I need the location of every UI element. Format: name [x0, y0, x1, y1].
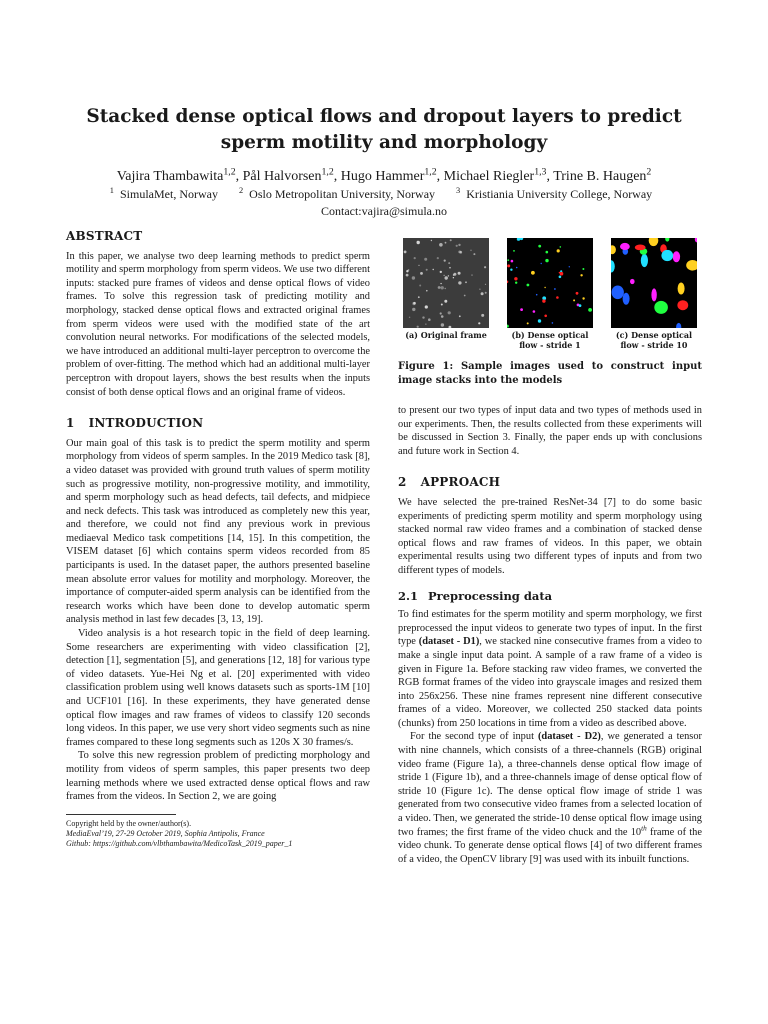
sperm-cell-dot [479, 289, 480, 290]
paper-title: Stacked dense optical flows and dropout layers to predict sperm motility and morphology [86, 106, 682, 153]
sperm-cell-dot [412, 276, 415, 279]
sperm-cell-dot [459, 315, 461, 317]
figure-1 [398, 238, 702, 350]
footnote-venue: MediaEval’19, 27-29 October 2019, Sophia Antipolis, France [66, 828, 265, 838]
sperm-cell-dot [458, 251, 461, 254]
sperm-cell-dot [417, 326, 419, 328]
sperm-cell-dot [426, 290, 428, 292]
affiliation-list [40, 186, 728, 202]
figure-1a [398, 238, 494, 350]
sperm-cell-dot [425, 305, 428, 308]
intro-paragraph-2: Video analysis is a hot research topic in the field of deep learning. Some researchers are experimenting with video classification [2], detection [1], segmentation [5], and generations [12, 18] for various type of video datasets. Yue-Hei Ng et al. [20] experimented with video classification problem using well knows datasets such as sports-1M [10] and UCF101 [16]. In these experiments, they have generated dense optical flow images and raw frames of videos to classify 120 seconds long videos. In this paper, we use very short video segments such as nine frames compared to these long segments such as 120s X 30 frames/s. [66, 628, 370, 748]
flow-dot [514, 277, 517, 280]
preprocessing-heading: 2.1 Preprocessing data [398, 588, 553, 603]
sperm-cell-dot [458, 281, 461, 284]
sperm-cell-dot [448, 311, 451, 314]
flow-blob [661, 250, 673, 261]
flow-dot [536, 294, 538, 296]
sperm-cell-dot [419, 285, 421, 287]
flow-dot [546, 251, 549, 254]
sperm-cell-dot [473, 253, 475, 255]
flow-dot [544, 315, 547, 318]
introduction-heading: 1 INTRODUCTION [66, 416, 204, 431]
flow-blob [651, 288, 656, 301]
abstract-text: In this paper, we analyse two deep learning methods to predict sperm motility and sperm morphology from sperm videos. We use two different inputs: stacked pure frames of videos and dense optical flows of video frames. To solve this regression task of predicting motility and morphology, stacked dense optical flows and extracted original frames from sperm videos were used with the modified state of the art convolution neural networks. For modifications of the selected models, we have introduced an additional multi-layer perceptron to overcome the problem of over-fitting. The method which had an additional multi-layer perceptron with dropout layers, shows the best results when the inputs consist of both dense optical flows and an original frame of videos. [66, 250, 370, 398]
figure-1b [502, 238, 598, 350]
flow-blob [612, 286, 624, 300]
sperm-cell-dot [406, 270, 408, 272]
flow-dot [552, 322, 554, 324]
sperm-cell-dot [456, 245, 458, 247]
preprocessing-paragraph-1: To find estimates for the sperm motility and sperm morphology, we first preprocessed the input videos to generate two types of input. In the first type (dataset - D1), we stacked nine consecutive frames from a video to make a single input data point. A sample of a raw frame of a video is given in Figure 1a. Before stacking raw video frames, we converted the RGB format frames of the video into grayscale images and resized them into 256x256. These nine frames represent nine different consecutive frames of a video. Moreover, we collected 250 stacked data points (chunks) from 250 locations in time from a video as described above. [398, 609, 702, 729]
sperm-cell-dot [453, 273, 456, 276]
flow-dot [516, 267, 518, 269]
sperm-cell-dot [417, 241, 418, 242]
sperm-cell-dot [439, 243, 443, 247]
intro-continuation: to present our two types of input data and two types of methods used in our experiments. Then, the results collected from these experiments will be discussed in Section 3. Finally, the paper ends up with conclusions and future work in Section 4. [398, 405, 702, 457]
flow-dot [556, 296, 559, 299]
sperm-cell-dot [449, 267, 451, 269]
flow-dot [507, 264, 510, 267]
preprocessing-paragraph-2: For the second type of input (dataset - D2), we generated a tensor with nine channels, which consists of a three-channels (RGB) original video frame (Figure 1a), a three-channels dense optical flow image of stride 1 (Figure 1b), and a three-channels image of dense optical flow of stride 10 (Figure 1c). The dense optical flow image of stride 1 was generated from two consecutive video frames from a selected location of a video. Then, we generated the stride-10 dense optical flow image using two frames; the first frame of the video chuck and the 10th frame of the video chunk. To generate dense optical flows [4] of two different frames of a video, the OpenCV library [9] was used with its inbuilt functions. [398, 731, 702, 865]
sperm-cell-dot [425, 324, 426, 325]
original-frame-image [403, 238, 489, 328]
intro-paragraph-1: Our main goal of this task is to predict the sperm motility and sperm morphology from videos of sperm samples. In the 2019 Medico task [8], a video dataset was provided with ground truth values of sperm motility such as progressive motility, non-progressive motility, and immotility, and sperm morphology such as head defects, tail defects, and midpiece and neck defects. This task was introduced as completely new this year, and therefore, we could not find any previous work in previous mediaeval Medico task competitions [14, 15]. In this competition, the VISEM dataset [6] which contains sperm videos recorded from 85 participants is used. In the dataset paper, the authors presented baseline mean absolute error values for motility and morphology. Moreover, the importance of computer-aided sperm analysis can be identified from the research works which have been done to develop automatic sperm analysis method in last few decades [3, 13, 19]. [66, 437, 370, 626]
flow-dot [588, 308, 592, 312]
sperm-cell-dot [424, 258, 427, 261]
sperm-cell-dot [444, 260, 446, 262]
sperm-cell-dot [420, 272, 423, 275]
abstract-heading: ABSTRACT [66, 229, 143, 243]
sperm-cell-dot [485, 292, 487, 294]
flow-blob [673, 251, 680, 262]
footnote-copyright: Copyright held by the owner/author(s). [66, 818, 192, 828]
flow-blob [641, 254, 648, 267]
flow-blob [623, 293, 630, 305]
sperm-cell-dot [441, 315, 444, 318]
author: Vajira Thambawita$^{1,2}$, [116, 166, 243, 184]
figure-1b-caption: (b) Dense optical flow - stride 1 [511, 330, 589, 350]
flow-dot [507, 259, 509, 261]
approach-heading: 2 APPROACH [398, 475, 501, 490]
flow-dot [579, 304, 582, 307]
author: Pål Halvorsen$^{1,2}$, [242, 166, 341, 184]
affiliation: $^3$ Kristiania University College, Norway [456, 186, 653, 201]
flow-dot [569, 266, 570, 267]
sperm-cell-dot [484, 266, 486, 268]
sperm-cell-dot [438, 286, 441, 289]
sperm-cell-dot [418, 265, 419, 266]
dense-flow-stride-1-image [507, 238, 593, 328]
sperm-cell-dot [409, 317, 410, 318]
left-column [66, 226, 370, 849]
flow-dot [520, 308, 523, 311]
sperm-cell-dot [441, 323, 444, 326]
flow-dot [538, 245, 541, 248]
figure-1c [606, 238, 702, 350]
sperm-cell-dot [444, 300, 447, 303]
sperm-cell-dot [464, 295, 466, 297]
flow-dot [511, 260, 514, 263]
sperm-cell-dot [478, 322, 480, 324]
flow-dot [582, 297, 584, 299]
author-list [40, 168, 728, 186]
sperm-cell-dot [481, 292, 484, 295]
sperm-cell-dot [471, 274, 472, 275]
sperm-cell-dot [448, 262, 450, 264]
flow-blob [620, 243, 630, 250]
sperm-cell-dot [441, 286, 444, 289]
sperm-cell-dot [437, 257, 439, 259]
flow-dot [527, 284, 530, 287]
footnote-github: Github: https://github.com/vlbthambawita/MedicoTask_2019_paper_1 [66, 838, 293, 848]
flow-dot [515, 282, 517, 284]
flow-dot [533, 310, 536, 313]
flow-dot [531, 271, 535, 275]
flow-dot [557, 249, 560, 252]
sperm-cell-dot [450, 239, 452, 241]
flow-dot [513, 250, 515, 252]
flow-dot [560, 246, 562, 248]
flow-dot [573, 299, 575, 301]
affiliation: $^2$ Oslo Metropolitan University, Norway [238, 186, 436, 201]
sperm-cell-dot [440, 283, 441, 284]
sperm-cell-dot [465, 281, 467, 283]
sperm-cell-dot [412, 308, 415, 311]
intro-paragraph-3: To solve this new regression problem of predicting morphology and motility from videos of sperm samples, this paper presents two deep learning methods where we used extracted dense optical flows and raw frames from the videos. In Section 2, we are going [66, 750, 370, 803]
sperm-cell-dot [448, 275, 449, 276]
flow-dot [544, 287, 545, 288]
author: Michael Riegler$^{1,3}$, [443, 166, 554, 184]
flow-dot [545, 259, 548, 262]
flow-dot [559, 276, 562, 279]
sperm-cell-dot [433, 269, 434, 270]
sperm-cell-dot [413, 302, 416, 305]
author: Hugo Hammer$^{1,2}$, [340, 166, 444, 184]
flow-dot [510, 269, 512, 271]
sperm-cell-dot [422, 316, 424, 318]
flow-dot [542, 299, 545, 302]
flow-dot [554, 288, 556, 290]
flow-dot [541, 263, 542, 264]
flow-dot [538, 319, 541, 322]
affiliation: $^1$ SimulaMet, Norway [109, 186, 218, 201]
flow-blob [677, 300, 688, 310]
sperm-cell-dot [470, 250, 472, 252]
contact-email: Contact:vajira@simula.no [320, 204, 448, 218]
sperm-cell-dot [414, 257, 416, 259]
sperm-cell-dot [453, 277, 454, 278]
sperm-cell-dot [426, 269, 428, 271]
sperm-cell-dot [445, 288, 446, 289]
footnote-rule [66, 814, 176, 815]
flow-dot [582, 268, 584, 270]
figure-1-caption: Figure 1: Sample images used to construct input image stacks into the models [398, 361, 702, 386]
sperm-cell-dot [458, 272, 461, 275]
sperm-cell-dot [428, 318, 431, 321]
flow-blob [630, 279, 635, 284]
flow-dot [576, 292, 579, 295]
sperm-cell-dot [440, 271, 442, 273]
author: Trine B. Haugen$^2$ [553, 166, 652, 184]
sperm-cell-dot [440, 312, 442, 314]
flow-dot [580, 274, 582, 276]
sperm-cell-dot [445, 276, 448, 279]
figure-1c-caption: (c) Dense optical flow - stride 10 [615, 330, 693, 350]
sperm-cell-dot [404, 251, 407, 254]
figure-1a-caption: (a) Original frame [405, 330, 487, 340]
sperm-cell-dot [445, 242, 447, 244]
approach-paragraph-1: We have selected the pre-trained ResNet-34 [7] to do some basic experiments of predicting sperm motility and sperm morphology using stacked normal raw video frames and a combination of stacked dense optical flows and raw frames of videos. In this paper, we obtain experimental results using two different types of inputs and from two different types of models. [398, 496, 702, 576]
flow-blob [654, 301, 668, 314]
sperm-cell-dot [481, 314, 484, 317]
sperm-cell-dot [444, 275, 445, 276]
sperm-cell-dot [485, 284, 486, 285]
flow-dot [560, 272, 564, 276]
flow-blob [635, 245, 646, 251]
right-column [398, 226, 702, 866]
sperm-cell-dot [441, 304, 443, 306]
sperm-cell-dot [406, 274, 409, 277]
sperm-cell-dot [431, 240, 432, 241]
sperm-cell-dot [418, 296, 420, 298]
sperm-cell-dot [458, 244, 460, 246]
flow-blob [678, 283, 685, 295]
flow-dot [527, 322, 529, 324]
dense-flow-stride-10-image [611, 238, 697, 328]
